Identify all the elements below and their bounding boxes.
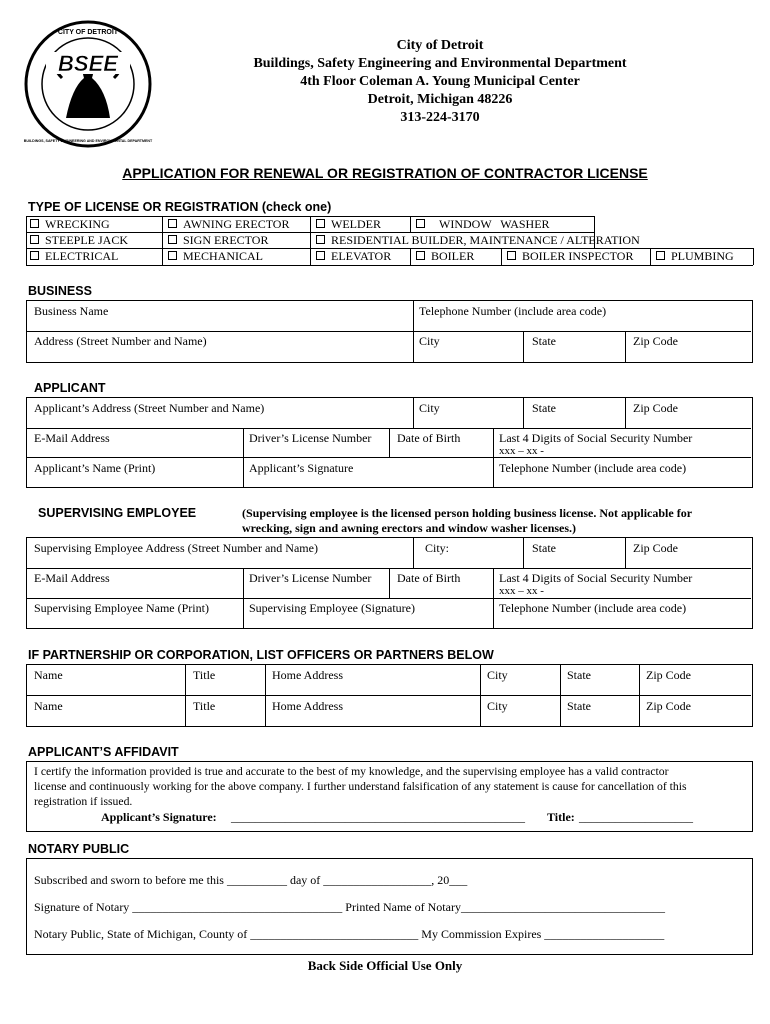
affidavit-box	[26, 761, 753, 832]
supervising-note-line-1: (Supervising employee is the licensed person holding business license. Not applicable for	[242, 506, 693, 520]
checkbox-icon	[316, 251, 325, 260]
supervising-address-field[interactable]: Supervising Employee Address (Street Number and Name)	[34, 541, 318, 555]
logo-ring-top: CITY OF DETROIT	[57, 29, 119, 36]
supervising-note-line-2: wrecking, sign and awning erectors and window washer licenses.)	[242, 521, 577, 535]
officer-2-zip-field[interactable]: Zip Code	[646, 699, 691, 713]
affidavit-text-line-1: I certify the information provided is true and accurate to the best of my knowledge, and the supervising employee has a valid contractor	[34, 765, 669, 778]
officer-1-home-field[interactable]: Home Address	[272, 668, 343, 682]
officer-1-zip-field[interactable]: Zip Code	[646, 668, 691, 682]
header-line-4: Detroit, Michigan 48226	[367, 92, 513, 107]
header-line-2: Buildings, Safety Engineering and Environmental Department	[253, 56, 627, 71]
supervising-dob-field[interactable]: Date of Birth	[397, 571, 461, 585]
applicant-dob-field[interactable]: Date of Birth	[397, 431, 461, 445]
officer-1-name-field[interactable]: Name	[34, 668, 63, 682]
business-table	[26, 300, 753, 363]
affidavit-heading: APPLICANT’S AFFIDAVIT	[28, 745, 179, 759]
applicant-address-field[interactable]: Applicant’s Address (Street Number and Name)	[34, 401, 265, 415]
applicant-signature-line[interactable]: _________________________________________________	[231, 810, 525, 824]
header-line-5: 313-224-3170	[400, 110, 480, 125]
applicant-email-field[interactable]: E-Mail Address	[34, 431, 110, 445]
affidavit-text-line-3: registration if issued.	[34, 795, 133, 808]
supervising-ssn-field[interactable]: Last 4 Digits of Social Security Number	[499, 571, 693, 585]
checkbox-icon	[416, 251, 425, 260]
license-type-heading: TYPE OF LICENSE OR REGISTRATION (check one)	[28, 200, 332, 214]
notary-subscribed-line[interactable]: Subscribed and sworn to before me this __________ day of __________________, 20___	[34, 873, 468, 887]
checkbox-wrecking[interactable]: WRECKING	[30, 217, 110, 232]
affidavit-title-line[interactable]: ___________________	[579, 810, 693, 824]
header-line-3: 4th Floor Coleman A. Young Municipal Center	[300, 74, 580, 89]
supervising-signature-field[interactable]: Supervising Employee (Signature)	[249, 601, 415, 615]
checkbox-icon	[507, 251, 516, 260]
officer-2-home-field[interactable]: Home Address	[272, 699, 343, 713]
officer-1-city-field[interactable]: City	[487, 668, 508, 682]
applicant-zip-field[interactable]: Zip Code	[633, 401, 678, 415]
checkbox-icon	[30, 219, 39, 228]
supervising-table	[26, 537, 753, 629]
applicant-ssn-mask: xxx – xx -	[499, 445, 544, 457]
business-telephone-field[interactable]: Telephone Number (include area code)	[419, 304, 607, 318]
applicant-state-field[interactable]: State	[532, 401, 556, 415]
checkbox-icon	[168, 235, 177, 244]
checkbox-sign-erector[interactable]: SIGN ERECTOR	[168, 233, 268, 248]
applicant-city-field[interactable]: City	[419, 401, 440, 415]
supervising-email-field[interactable]: E-Mail Address	[34, 571, 110, 585]
notary-box	[26, 858, 753, 955]
officers-table	[26, 664, 753, 727]
checkbox-elevator[interactable]: ELEVATOR	[316, 249, 391, 264]
affidavit-text-line-2: license and continuously working for the above company. I further understand falsification of any statement is cause for cancellation of this	[34, 780, 687, 793]
checkbox-boiler[interactable]: BOILER	[416, 249, 474, 264]
supervising-ssn-mask: xxx – xx -	[499, 585, 544, 597]
officer-2-title-field[interactable]: Title	[193, 699, 216, 713]
checkbox-icon	[656, 251, 665, 260]
officer-1-title-field[interactable]: Title	[193, 668, 216, 682]
supervising-license-field[interactable]: Driver’s License Number	[249, 571, 372, 585]
checkbox-steeple-jack[interactable]: STEEPLE JACK	[30, 233, 128, 248]
business-address-field[interactable]: Address (Street Number and Name)	[34, 334, 207, 348]
officer-2-state-field[interactable]: State	[567, 699, 591, 713]
supervising-zip-field[interactable]: Zip Code	[633, 541, 678, 555]
applicant-heading: APPLICANT	[34, 381, 106, 395]
applicant-ssn-field[interactable]: Last 4 Digits of Social Security Number	[499, 431, 693, 445]
business-zip-field[interactable]: Zip Code	[633, 334, 678, 348]
notary-heading: NOTARY PUBLIC	[28, 842, 130, 856]
checkbox-icon	[168, 219, 177, 228]
officer-2-city-field[interactable]: City	[487, 699, 508, 713]
logo-ring-bottom: BUILDINGS, SAFETY ENGINEERING AND ENVIRONMENTAL DEPARTMENT	[23, 139, 153, 143]
officer-2-name-field[interactable]: Name	[34, 699, 63, 713]
officers-heading: IF PARTNERSHIP OR CORPORATION, LIST OFFICERS OR PARTNERS BELOW	[28, 648, 494, 662]
business-state-field[interactable]: State	[532, 334, 556, 348]
affidavit-title-label: Title:	[547, 810, 575, 824]
checkbox-electrical[interactable]: ELECTRICAL	[30, 249, 118, 264]
applicant-name-field[interactable]: Applicant’s Name (Print)	[34, 461, 156, 475]
business-name-field[interactable]: Business Name	[34, 304, 109, 318]
supervising-city-field[interactable]: City:	[425, 541, 450, 555]
checkbox-awning-erector[interactable]: AWNING ERECTOR	[168, 217, 289, 232]
checkbox-window-washer[interactable]: WINDOW WASHER	[416, 217, 550, 232]
checkbox-mechanical[interactable]: MECHANICAL	[168, 249, 263, 264]
checkbox-boiler-inspector[interactable]: BOILER INSPECTOR	[507, 249, 633, 264]
checkbox-icon	[30, 235, 39, 244]
header-line-1: City of Detroit	[396, 38, 484, 53]
checkbox-plumbing[interactable]: PLUMBING	[656, 249, 734, 264]
supervising-state-field[interactable]: State	[532, 541, 556, 555]
checkbox-residential-builder[interactable]: RESIDENTIAL BUILDER, MAINTENANCE / ALTERATION	[316, 233, 640, 248]
supervising-heading: SUPERVISING EMPLOYEE	[38, 506, 197, 520]
applicant-signature-field[interactable]: Applicant’s Signature	[249, 461, 354, 475]
applicant-table	[26, 397, 753, 488]
checkbox-icon	[30, 251, 39, 260]
applicant-phone-field[interactable]: Telephone Number (include area code)	[499, 461, 687, 475]
checkbox-icon	[416, 219, 425, 228]
footer-official-use: Back Side Official Use Only	[307, 958, 463, 973]
business-city-field[interactable]: City	[419, 334, 440, 348]
checkbox-welder[interactable]: WELDER	[316, 217, 381, 232]
notary-signature-line[interactable]: Signature of Notary ___________________________________ Printed Name of Notary__________________________________	[34, 900, 665, 914]
supervising-phone-field[interactable]: Telephone Number (include area code)	[499, 601, 687, 615]
checkbox-icon	[316, 219, 325, 228]
business-heading: BUSINESS	[28, 284, 92, 298]
logo-text: BSEE	[58, 51, 118, 76]
form-title: APPLICATION FOR RENEWAL OR REGISTRATION OF CONTRACTOR LICENSE	[122, 165, 648, 181]
officer-1-state-field[interactable]: State	[567, 668, 591, 682]
supervising-name-field[interactable]: Supervising Employee Name (Print)	[34, 601, 209, 615]
license-type-table	[26, 216, 753, 266]
checkbox-icon	[168, 251, 177, 260]
bsee-seal-logo	[22, 18, 154, 150]
applicant-signature-label: Applicant’s Signature:	[101, 810, 217, 824]
checkbox-icon	[316, 235, 325, 244]
notary-county-line[interactable]: Notary Public, State of Michigan, County of ____________________________ My Commission Expires ____________________	[34, 927, 665, 941]
applicant-license-field[interactable]: Driver’s License Number	[249, 431, 372, 445]
